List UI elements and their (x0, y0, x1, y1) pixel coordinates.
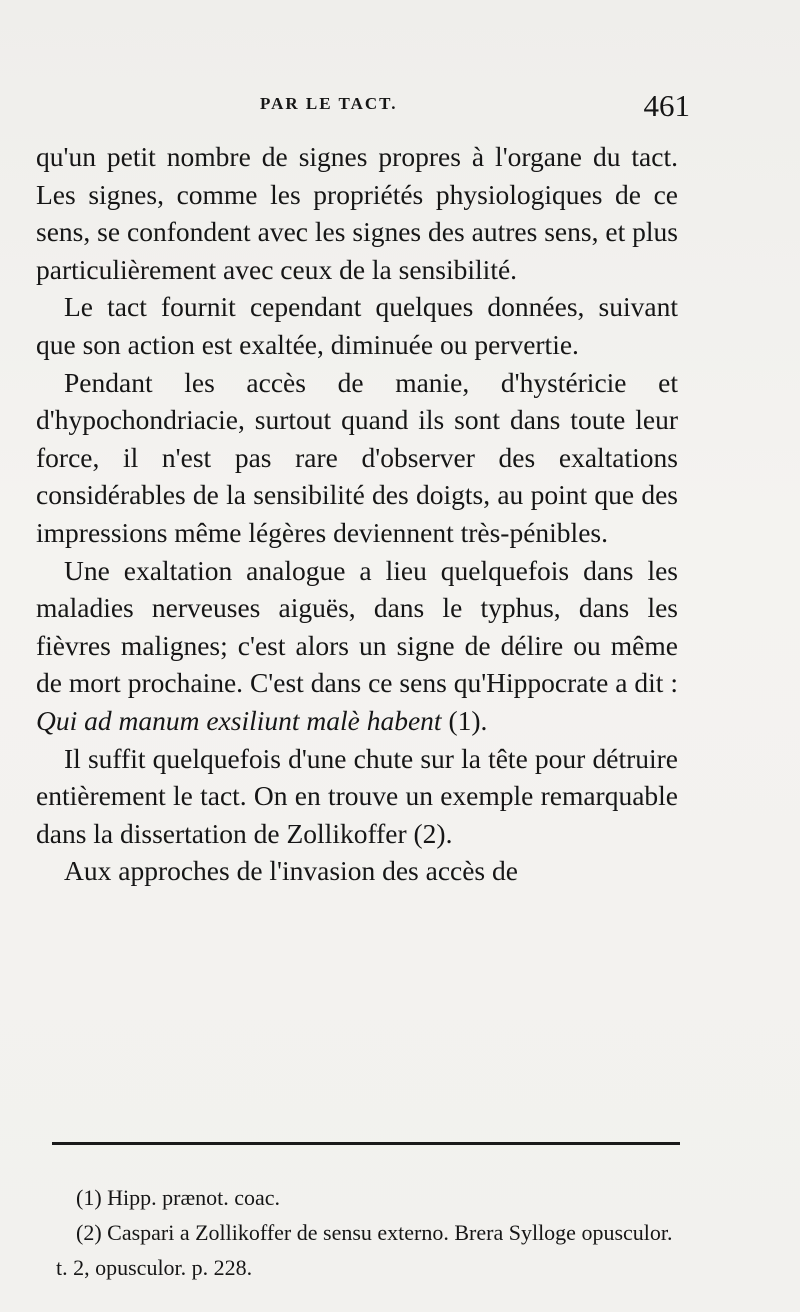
footnote-2: (2) Caspari a Zollikoffer de sensu externo. Brera Sylloge opusculor. t. 2, opusculor. p. 228. (56, 1220, 673, 1280)
paragraph-1: qu'un petit nombre de signes propres à l'organe du tact. Les signes, comme les propriétés physiologiques de ce sens, se confondent avec les signes des autres sens, et plus particulièrement avec ceux de la sensibilité. (36, 141, 678, 285)
paragraph-5: Il suffit quelquefois d'une chute sur la tête pour détruire entièrement le tact. On en trouve un exemple remarquable dans la dissertation de Zollikoffer (2). (36, 742, 678, 849)
paragraph-2: Le tact fournit cependant quelques données, suivant que son action est exaltée, diminuée ou pervertie. (36, 291, 678, 360)
paragraph-4-end: (1). (441, 704, 488, 736)
footnotes (56, 1180, 686, 1285)
main-text (36, 138, 678, 890)
page-number: 461 (643, 88, 690, 123)
footnote-1: (1) Hipp. prænot. coac. (76, 1185, 281, 1210)
paragraph-4-start: Une exaltation analogue a lieu quelquefois dans les maladies nerveuses aiguës, dans le typhus, dans les fièvres malignes; c'est alors un signe de délire ou même de mort prochaine. C'est dans ce sens qu'Hippocrate a dit : (36, 554, 678, 699)
page-header (60, 88, 690, 128)
paragraph-6: Aux approches de l'invasion des accès de (64, 855, 518, 887)
hippocrates-quote: Qui ad manum exsiliunt malè habent (36, 704, 442, 736)
running-head: PAR LE TACT. (260, 94, 398, 113)
paragraph-3: Pendant les accès de manie, d'hystéricie et d'hypochondriacie, surtout quand ils sont dans toute leur force, il n'est pas rare d'observer des exaltations considérables de la sensibilité des doigts, au point que des impressions même légères deviennent très-pénibles. (36, 366, 678, 548)
paragraph-4 (36, 552, 678, 740)
footnote-rule (52, 1142, 680, 1145)
